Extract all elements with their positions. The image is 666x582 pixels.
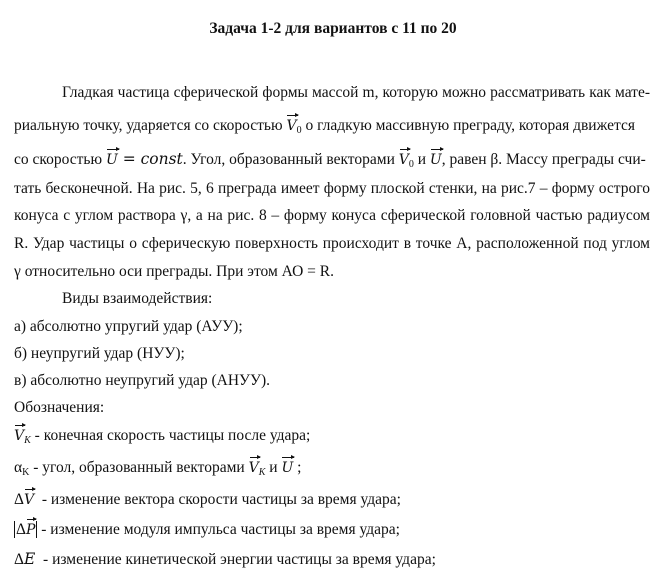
notation-delta-p: ΔP - изменение модуля импульса частицы за время удара;: [14, 518, 400, 539]
paragraph-line-3: со скоростью U = const. Угол, образованный векторами $V_0$ и U, равен β. Массу преграды счи-: [14, 150, 646, 170]
paragraph-line-5: конуса с углом раствора γ, а на рис. 8 – форму конуса сферической головной частью радиусом: [14, 207, 650, 224]
notation-delta-e: ΔE - изменение кинетической энергии частицы за время удара;: [14, 550, 436, 568]
v0-vector: V: [399, 148, 409, 168]
paragraph-line-6: R. Удар частицы о сферическую поверхность происходит в точке А, расположенной под углом: [14, 235, 650, 252]
paragraph-line-7: γ относительно оси преграды. При этом АО = R.: [14, 263, 334, 280]
notation-heading: Обозначения:: [14, 399, 105, 416]
u-vector: U: [281, 456, 293, 476]
interaction-item-inelastic: б) неупругий удар (НУУ);: [14, 345, 185, 362]
v-vector: V: [24, 488, 34, 508]
task-title: Задача 1-2 для вариантов с 11 по 20: [209, 20, 457, 37]
vk-vector: V: [14, 424, 24, 444]
u-vector: U: [430, 148, 442, 168]
paragraph-line-4: тать бесконечной. На рис. 5, 6 преграда имеет форму плоской стенки, на рис.7 – форму острого: [14, 180, 650, 197]
p-vector: P: [26, 518, 35, 538]
momentum-modulus: ΔP: [14, 521, 37, 538]
v0-vector: V: [286, 114, 296, 134]
notation-delta-v: ΔV - изменение вектора скорости частицы за время удара;: [14, 488, 401, 509]
notation-vk: $V_K$ - конечная скорость частицы после удара;: [14, 424, 310, 446]
u-const: = const: [117, 150, 183, 168]
paragraph-line-2: риальную точку, ударяется со скоростью $V_0$ о гладкую массивную преграду, которая движется: [14, 114, 635, 136]
interaction-item-perfectly-inelastic: в) абсолютно неупругий удар (АНУУ).: [14, 372, 270, 389]
u-vector: U: [106, 148, 118, 168]
paragraph-line-1: Гладкая частица сферической формы массой m, которую можно рассматривать как мате-: [62, 84, 650, 101]
interaction-item-elastic: а) абсолютно упругий удар (АУУ);: [14, 318, 243, 335]
interaction-heading: Виды взаимодействия:: [62, 290, 213, 307]
notation-alpha: $\alpha_K$ - угол, образованный векторами $V_K$ и U ;: [14, 456, 301, 478]
vk-vector: V: [249, 456, 259, 476]
